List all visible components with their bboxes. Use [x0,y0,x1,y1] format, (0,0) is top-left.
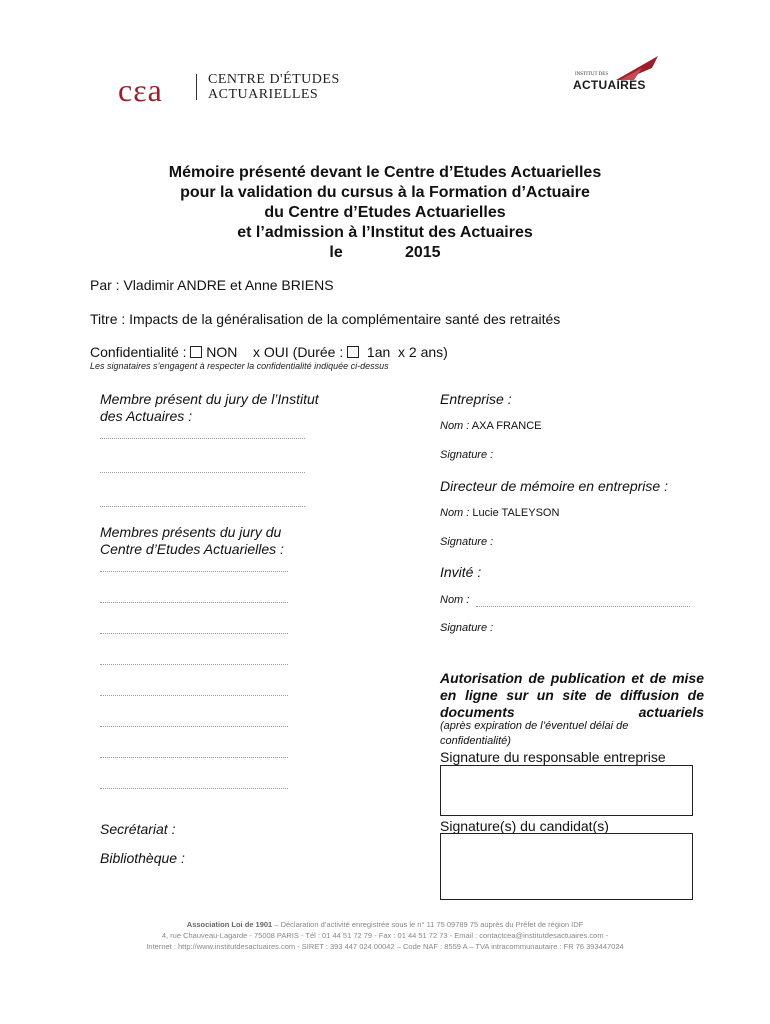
footer-line3: Internet : http://www.institutdesactuaires.com - SIRET : 393 447 024 00042 – Code NAF : 8559 A – TVA intracommunautaire : FR 76 393447024 [146,942,624,951]
signature-line[interactable] [100,756,288,758]
ia-logo-small: INSTITUT DES [575,72,609,77]
signature-line[interactable] [100,471,305,473]
footer-declaration: – Déclaration d’activité enregistrée sous le n° 11 75 09789 75 auprès du Préfet de région IDF [272,920,584,929]
duree-2ans-label: x 2 ans) [398,344,448,360]
signature-line[interactable] [100,725,288,727]
signature-line[interactable] [100,570,288,572]
signature-line[interactable] [100,663,288,665]
cea-name-line1: CENTRE D'ÉTUDES [208,72,340,87]
non-label: NON [206,344,238,360]
title-line1: Mémoire présenté devant le Centre d’Etudes Actuarielles [168,164,602,181]
directeur-nom [440,507,559,519]
duree-1an-checkbox[interactable] [347,346,359,358]
publication-heading: Autorisation de publication et de mise en ligne sur un site de diffusion de documents actuariels [440,670,704,720]
cea-name [208,72,340,102]
confidentiality-note: Les signataires s’engagent à respecter la confidentialité indiquée ci-dessus [90,361,389,371]
signature-line[interactable] [100,437,305,439]
confidentiality-label: Confidentialité : [90,344,187,360]
nom-value: AXA FRANCE [471,420,542,432]
title-line4: et l’admission à l’Institut des Actuaires [237,224,533,241]
logo-divider [196,74,197,100]
signature-line[interactable] [100,694,288,696]
sig-candidat-label: Signature(s) du candidat(s) [440,818,609,834]
directeur-heading: Directeur de mémoire en entreprise : [440,478,668,494]
invite-nom-line[interactable] [476,605,690,607]
signature-line[interactable] [100,787,288,789]
entreprise-heading: Entreprise : [440,391,512,407]
invite-signature: Signature : [440,622,494,634]
invite-nom-label: Nom : [440,594,470,606]
signature-line[interactable] [100,601,288,603]
title-line3: du Centre d’Etudes Actuarielles [264,204,506,221]
jury-ia-heading: Membre présent du jury de l’Institut des Actuaires : [100,391,319,424]
duree-1an-label: 1an [366,344,391,360]
bibliotheque-label: Bibliothèque : [100,850,185,866]
footer-association: Association Loi de 1901 [186,920,273,929]
oui-label: x OUI (Durée : [252,344,344,360]
signature-line[interactable] [100,505,305,507]
non-checkbox[interactable] [190,346,202,358]
publication-note: (après expiration de l’éventuel délai de confidentialité) [440,720,629,747]
nom-label: Nom : [440,420,470,432]
directeur-signature: Signature : [440,536,494,548]
jury-cea-heading: Membres présents du jury du Centre d’Etudes Actuarielles : [100,524,284,557]
title-line2: pour la validation du cursus à la Formation d’Actuaire [180,184,590,201]
memoire-title: Titre : Impacts de la généralisation de la complémentaire santé des retraités [90,311,561,327]
directeur-nom-label: Nom : [440,507,470,519]
secretariat-label: Secrétariat : [100,821,176,837]
entreprise-nom [440,420,541,432]
confidentiality-row [90,344,448,360]
sig-candidat-box[interactable] [440,833,693,900]
sig-responsable-box[interactable] [440,765,693,816]
footer [40,919,730,952]
signature-line[interactable] [100,632,288,634]
cea-logo: cεa [118,72,163,108]
footer-line1 [40,919,730,930]
document-title [60,163,710,263]
invite-heading: Invité : [440,564,482,580]
entreprise-signature: Signature : [440,449,494,461]
sig-responsable-label: Signature du responsable entreprise [440,749,666,765]
footer-line2: 4, rue Chauveau-Lagarde - 75008 PARIS - Tél : 01 44 51 72 79 - Fax : 01 44 51 72 73 - Email : contactcea@institutdesactuaires.com - [161,931,609,940]
ia-logo: ACTUAIRES [573,78,646,92]
title-line5: le 2015 [329,244,441,261]
authors: Par : Vladimir ANDRE et Anne BRIENS [90,277,334,293]
directeur-nom-value: Lucie TALEYSON [472,507,560,519]
cea-name-line2: ACTUARIELLES [208,87,319,102]
